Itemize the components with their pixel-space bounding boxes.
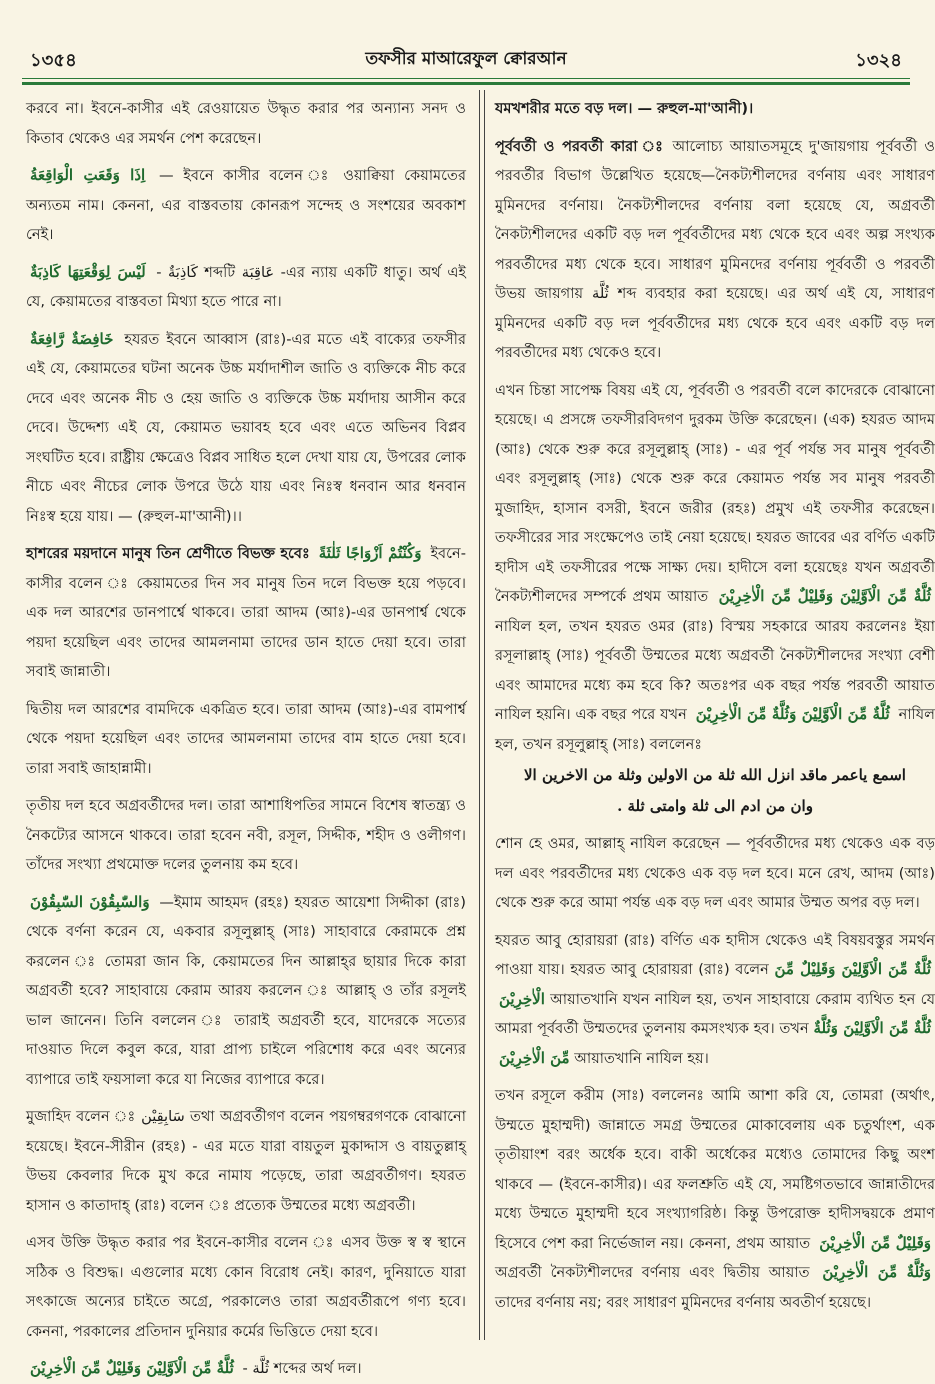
right-paragraph-5 [495,926,935,1074]
text: ইবনে-কাসীর বলেন ঃ কেয়ামতের দিন সব মানুষ তিন দলে বিভক্ত হয়ে পড়বে। এক দল আরশের ডানপার্শ্বে থাকবে। তারা আদম (আঃ)-এর ডানপার্শ্ব থেকে পয়দা হয়েছিল এবং তাদের আমলনামা তাদের ডান হাতে দেয়া হবে। তারা সবাই জান্নাতী। [26,545,467,680]
arabic-verse: ثُلَّةٌ مِّنَ الْاَوَّلِيْنَ وَثُلَّةٌ مِّنَ الْاٰخِرِيْنَ [499,1019,931,1067]
text: - كَاذِبَةٌ শব্দটি عَاقِبَة -এর ন্যায় একটি ধাতু। অর্থ এই যে, কেয়ামতের বাস্তবতা মিথ্যা হতে পারে না। [26,263,467,310]
arabic-verse: وَالسّٰبِقُوْنَ السّٰبِقُوْنَ [30,892,150,911]
arabic-hadith-line-1: اسمع ياعمر ماقد انزل الله ثلة من الاولين وثلة من الاخرين الا [524,766,906,784]
left-paragraph-8 [26,888,466,1095]
text: আলোচ্য আয়াতসমূহে দু'জায়গায় পূর্ববর্তী ও পরবর্তীর বিভাগ উল্লেখিত হয়েছে—নৈকট্যশীলদের বর্ণনায় এবং সাধারণ মুমিনদের বর্ণনায়। নৈকট্যশীলদের বর্ণনায় বলা হয়েছে যে, অগ্রবর্তী নৈকট্যশীলদের একটি বড় দল পূর্ববর্তীদের মধ্য থেকে হবে এবং অল্প সংখ্যক পরবর্তীদের মধ্য থেকে হবে। সাধারণ মুমিনদের বর্ণনায় পূর্ববর্তী ও পরবর্তী উভয় জায়গায় ثُلَّة শব্দ ব্যবহার করা হয়েছে। এর অর্থ এই যে, সাধারণ মুমিনদের একটি বড় দল পূর্ববর্তীদের মধ্য থেকে হবে এবং একটি বড় দল পরবর্তীদের মধ্য থেকেও হবে। [495,137,935,361]
left-paragraph-7 [26,791,466,880]
arabic-hadith-line-2: وان من ادم الى ثلة وامتى ثلة . [617,797,813,815]
text: আয়াতখানি যখন নাযিল হয়, তখন সাহাবায়ে কেরাম ব্যথিত হন যে আমরা পূর্ববর্তী উম্মতদের তুলনায় কমসংখ্যক হব। তখন [495,990,935,1037]
text: তৃতীয় দল হবে অগ্রবর্তীদের দল। তারা আশাধিপতির সামনে বিশেষ স্বাতন্ত্র্য ও নৈকট্যের আসনে থাকবে। তারা হবেন নবী, রসূল, সিদ্দীক, শহীদ ও ওলীগণ। তাঁদের সংখ্যা প্রথমোক্ত দলের তুলনায় কম হবে। [26,797,466,873]
arabic-verse: وَثُلَّةٌ مِّنَ الْاٰخِرِيْنَ [822,1263,931,1281]
right-paragraph-1 [495,94,935,124]
header-rule-thin [22,78,910,79]
text: করবে না। ইবনে-কাসীর এই রেওয়ায়েত উদ্ধৃত করার পর অন্যান্য সনদ ও কিতাব থেকেও এর সমর্থন পেশ করেছেন। [26,100,466,147]
arabic-verse: لَيْسَ لِوَقْعَتِهَا كَاذِبَةٌ [30,262,146,281]
text: - ثُلَّة শব্দের অর্থ দল। [242,1360,362,1377]
text: —ইমাম আহমদ (রহঃ) হযরত আয়েশা সিদ্দীকা (রাঃ) থেকে বর্ণনা করেন যে, একবার রসূলুল্লাহ্ (সাঃ) সাহাবারে কেরামকে প্রশ্ন করলেন ঃ তোমরা জান কি, কেয়ামতের দিন আল্লাহ্‌র ছায়ার দিকে কারা অগ্রবর্তী হবে? সাহাবায়ে কেরাম আরয করলেন ঃ আল্লাহ্ ও তাঁর রসূলই ভাল জানেন। তিনি বললেন ঃ তারাই অগ্রবর্তী হবে, যাদেরকে সত্যের দাওয়াত দিলে কবুল করে, যারা প্রাপ্য চাইলে পরিশোধ করে এবং অন্যের ব্যাপারে তাই ফয়সালা করে যা নিজের ব্যাপারে করে। [26,893,467,1088]
text: এসব উক্তি উদ্ধৃত করার পর ইবনে-কাসীর বলেন ঃ এসব উক্ত স্ব স্ব স্থানে সঠিক ও বিশুদ্ধ। এগুলোর মধ্যে কোন বিরোধ নেই। কারণ, দুনিয়াতে যারা সৎকাজে অন্যের চাইতে অগ্রে, পরকালেও তারা অগ্রবর্তীরূপে গণ্য হবে। কেননা, পরকালের প্রতিদান দুনিয়ার কর্মের ভিত্তিতে দেয়া হবে। [26,1234,466,1340]
text: মুজাহিদ বলেন ঃ سَابِقِيْن তথা অগ্রবর্তীগণ বলেন পয়গম্বরগণকে বোঝানো হয়েছে। ইবনে-সীরীন (রহঃ) - এর মতে যারা বায়তুল মুকাদ্দাস ও বায়তুল্লাহ্ উভয় কেবলার দিকে মুখ করে নামায পড়েছে, তারা অগ্রবর্তীগণ। হযরত হাসান ও কাতাদাহ্ (রাঃ) বলেন ঃ প্রত্যেক উম্মতের মধ্যে অগ্রবর্তী। [26,1108,466,1214]
text: তাদের বর্ণনায় নয়; বরং সাধারণ মুমিনদের বর্ণনায় অবতীর্ণ হয়েছে। [495,1293,872,1311]
left-paragraph-1 [26,94,466,153]
left-paragraph-2 [26,161,466,250]
arabic-verse: ثُلَّةٌ مِّنَ الْاَوَّلِيْنَ وَثُلَّةٌ مِّنَ الْاٰخِرِيْنَ [695,705,890,723]
arabic-verse: وَقَلِيْلٌ مِّنَ الْاٰخِرِيْنَ [819,1233,931,1252]
section-heading: পূর্ববর্তী ও পরবর্তী কারা ঃ [495,137,666,155]
text: তখন রসূলে করীম (সাঃ) বললেনঃ আমি আশা করি যে, তোমরা (অর্থাৎ, উম্মতে মুহাম্মদী) জান্নাতে সমগ্র উম্মতের মোকাবেলায় এক চতুর্থাংশ, এক তৃতীয়াংশ বরং অর্ধেক হবে। বাকী অর্ধেকের মধ্যেও তোমাদের কিছু অংশ থাকবে — (ইবনে-কাসীর)। এর ফলশ্রুতি এই যে, সমষ্টিগতভাবে জান্নাতীদের মধ্যে উম্মতে মুহাম্মদী হবে সংখ্যাগরিষ্ঠ। কিন্তু উপরোক্ত হাদীসদ্বয়কে প্রমাণ হিসেবে পেশ করা নির্ভেজাল নয়। কেননা, প্রথম আয়াত [495,1087,935,1252]
arabic-verse: اِذَا وَقَعَتِ الْوَاقِعَةُ [30,166,146,184]
running-title: তফসীর মাআরেফুল ক্বোরআন [365,49,567,69]
header-rule-thick [22,82,910,85]
text: নাযিল হল, তখন রসূলুল্লাহ্ (সাঃ) বললেনঃ [495,706,935,753]
text: এখন চিন্তা সাপেক্ষ বিষয় এই যে, পূর্ববর্তী ও পরবর্তী বলে কাদেরকে বোঝানো হয়েছে। এ প্রসঙ্গে তফসীরবিদগণ দুরকম উক্তি করেছেন। (এক) হযরত আদম (আঃ) থেকে শুরু করে রসূলুল্লাহ্ (সাঃ) - এর পূর্ব পর্যন্ত সব মানুষ পূর্ববর্তী এবং রসূলুল্লাহ্ (সাঃ) থেকে শুরু করে কেয়ামত পর্যন্ত সব মানুষ পরবর্তী মুজাহিদ, হাসান বসরী, ইবনে জরীর (রহঃ) প্রমুখ এই তফসীর করেছেন। তফসীরের সার সংক্ষেপেও তাই নেয়া হয়েছে। হযরত জাবের এর বর্ণিত একটি হাদীস এই তফসীরের পক্ষে সাক্ষ্য দেয়। হাদীসে বলা হয়েছেঃ যখন অগ্রবর্তী নৈকট্যশীলদের সম্পর্কে প্রথম আয়াত [495,381,935,605]
page-number-right: ১৩২৪ [855,50,902,71]
right-paragraph-2 [495,132,935,368]
text: নাযিল হল, তখন হযরত ওমর (রাঃ) বিস্ময় সহকারে আরয করলেনঃ ইয়া রসূলাল্লাহ্ (সাঃ) পূর্ববর্তী উম্মতের মধ্যে অগ্রবর্তী নৈকট্যশীলদের সংখ্যা বেশী এবং আমাদের মধ্যে কম হবে কি? অতঃপর এক বছর পর্যন্ত পরবর্তী আয়াত নাযিল হয়নি। এক বছর পরে যখন [495,617,935,723]
text: আয়াতখানি নাযিল হয়। [574,1049,709,1067]
text: হযরত ইবনে আব্বাস (রাঃ)-এর মতে এই বাক্যের তফসীর এই যে, কেয়ামতের ঘটনা অনেক উচ্চ মর্যাদাশীল জাতি ও ব্যক্তিকে নীচ করে দেবে এবং অনেক নীচ ও হেয় জাতি ও ব্যক্তিকে উচ্চ মর্যাদায় আসীন করে দেবে। উদ্দেশ্য এই যে, কেয়ামত ভয়াবহ হবে এবং এতে অভিনব বিপ্লব সংঘটিত হবে। রাষ্ট্রীয় ক্ষেত্রেও বিপ্লব সাধিত হলে দেখা যায় যে, উপরের লোক নীচে এবং নীচের লোক উপরে উঠে যায় এবং নিঃস্ব ধনবান আর ধনবান নিঃস্ব হয়ে যায়। — (রুহুল-মা'আনী)।। [26,330,466,525]
right-paragraph-4 [495,829,935,918]
left-paragraph-11 [26,1354,466,1384]
text: হযরত আবু হোরায়রা (রাঃ) বর্ণিত এক হাদীস থেকেও এই বিষয়বস্তুর সমর্থন পাওয়া যায়। হযরত আবু হোরায়রা (রাঃ) বলেন [495,931,935,978]
left-paragraph-5 [26,539,466,687]
arabic-verse: ثُلَّةٌ مِّنَ الْاَوَّلِيْنَ وَقَلِيْلٌ مِّنَ الْاٰخِرِيْنَ [30,1359,234,1377]
arabic-verse: ثُلَّةٌ مِّنَ الْاَوَّلِيْنَ وَقَلِيْلٌ مِّنَ الْاٰخِرِيْنَ [499,960,931,1008]
arabic-verse: ثُلَّةٌ مِّنَ الْاَوَّلِيْنَ وَقَلِيْلٌ مِّنَ الْاٰخِرِيْنَ [718,587,932,605]
page-header [22,40,910,80]
arabic-verse: وَكُنْتُمْ اَزْوَاجًا ثَلٰثَةً [318,544,422,562]
left-paragraph-3 [26,258,466,317]
text: — ইবনে কাসীর বলেন ঃ ওয়াক্বিয়া কেয়ামতের অন্যতম নাম। কেননা, এর বাস্তবতায় কোনরূপ সন্দেহ ও সংশয়ের অবকাশ নেই। [26,167,466,243]
left-column [26,94,467,1377]
right-column [495,94,935,1344]
text: শোন হে ওমর, আল্লাহ্ নাযিল করেছেন — পূর্ববর্তীদের মধ্য থেকেও এক বড় দল এবং পরবর্তীদের মধ্য থেকেও এক বড় দল হবে। মনে রেখ, আদম (আঃ) থেকে শুরু করে আমা পর্যন্ত এক বড় দল এবং আমার উম্মত অপর বড় দল। [495,835,935,911]
left-paragraph-9 [26,1102,466,1220]
arabic-verse: خَافِضَةٌ رَّافِعَةٌ [30,329,114,348]
left-paragraph-6 [26,695,466,784]
section-heading: হাশরের ময়দানে মানুষ তিন শ্রেণীতে বিভক্ত হবেঃ [26,545,310,562]
right-paragraph-3 [495,376,935,760]
text: দ্বিতীয় দল আরশের বামদিকে একত্রিত হবে। তারা আদম (আঃ)-এর বামপার্শ্ব থেকে পয়দা হয়েছিল এবং তাদের আমলনামা তাদের বাম হাতে দেয়া হবে। তারা সবাই জাহান্নামী। [26,700,466,777]
right-paragraph-6 [495,1081,935,1317]
text: অগ্রবর্তী নৈকট্যশীলদের বর্ণনায় এবং দ্বিতীয় আয়াত [495,1264,810,1281]
column-divider [479,90,485,1340]
left-paragraph-10 [26,1228,466,1346]
text: যমখশরীর মতে বড় দল। — রুহুল-মা'আনী)। [495,100,754,117]
left-paragraph-4 [26,325,466,532]
page-number-left: ১৩৫৪ [30,50,77,71]
